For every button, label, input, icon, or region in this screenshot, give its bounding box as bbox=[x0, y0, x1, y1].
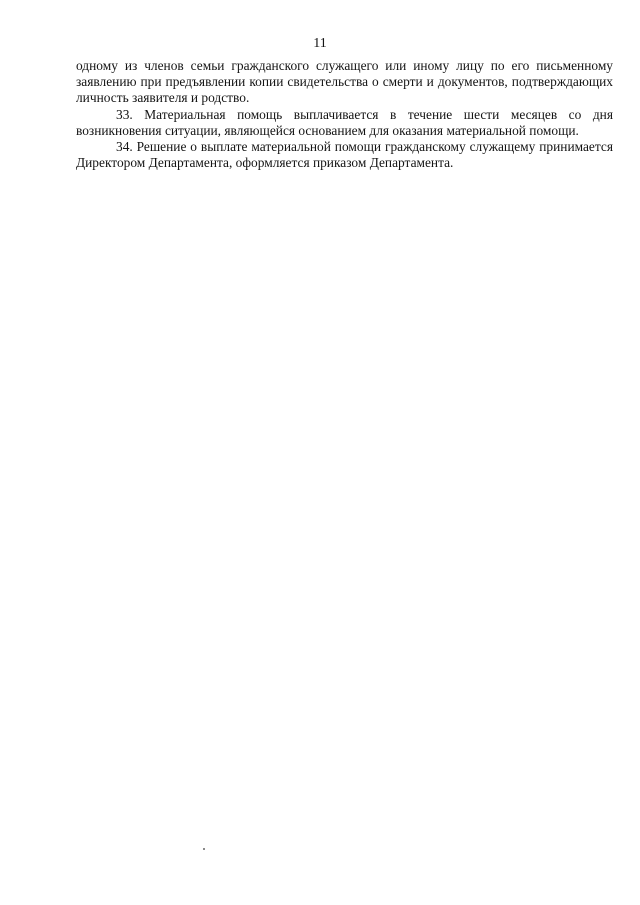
document-body bbox=[76, 58, 613, 171]
scan-speck bbox=[203, 848, 205, 850]
paragraph-continuation: одному из членов семьи гражданского служащего или иному лицу по его письменному заявлению при предъявлении копии свидетельства о смерти и документов, подтверждающих личность заявителя и родство. bbox=[76, 58, 613, 106]
page-number: 11 bbox=[313, 36, 327, 51]
paragraph-34: 34. Решение о выплате материальной помощи гражданскому служащему принимается Директором Департамента, оформляется приказом Департамента. bbox=[76, 139, 613, 171]
paragraph-33: 33. Материальная помощь выплачивается в течение шести месяцев со дня возникновения ситуации, являющейся основанием для оказания материальной помощи. bbox=[76, 106, 613, 138]
